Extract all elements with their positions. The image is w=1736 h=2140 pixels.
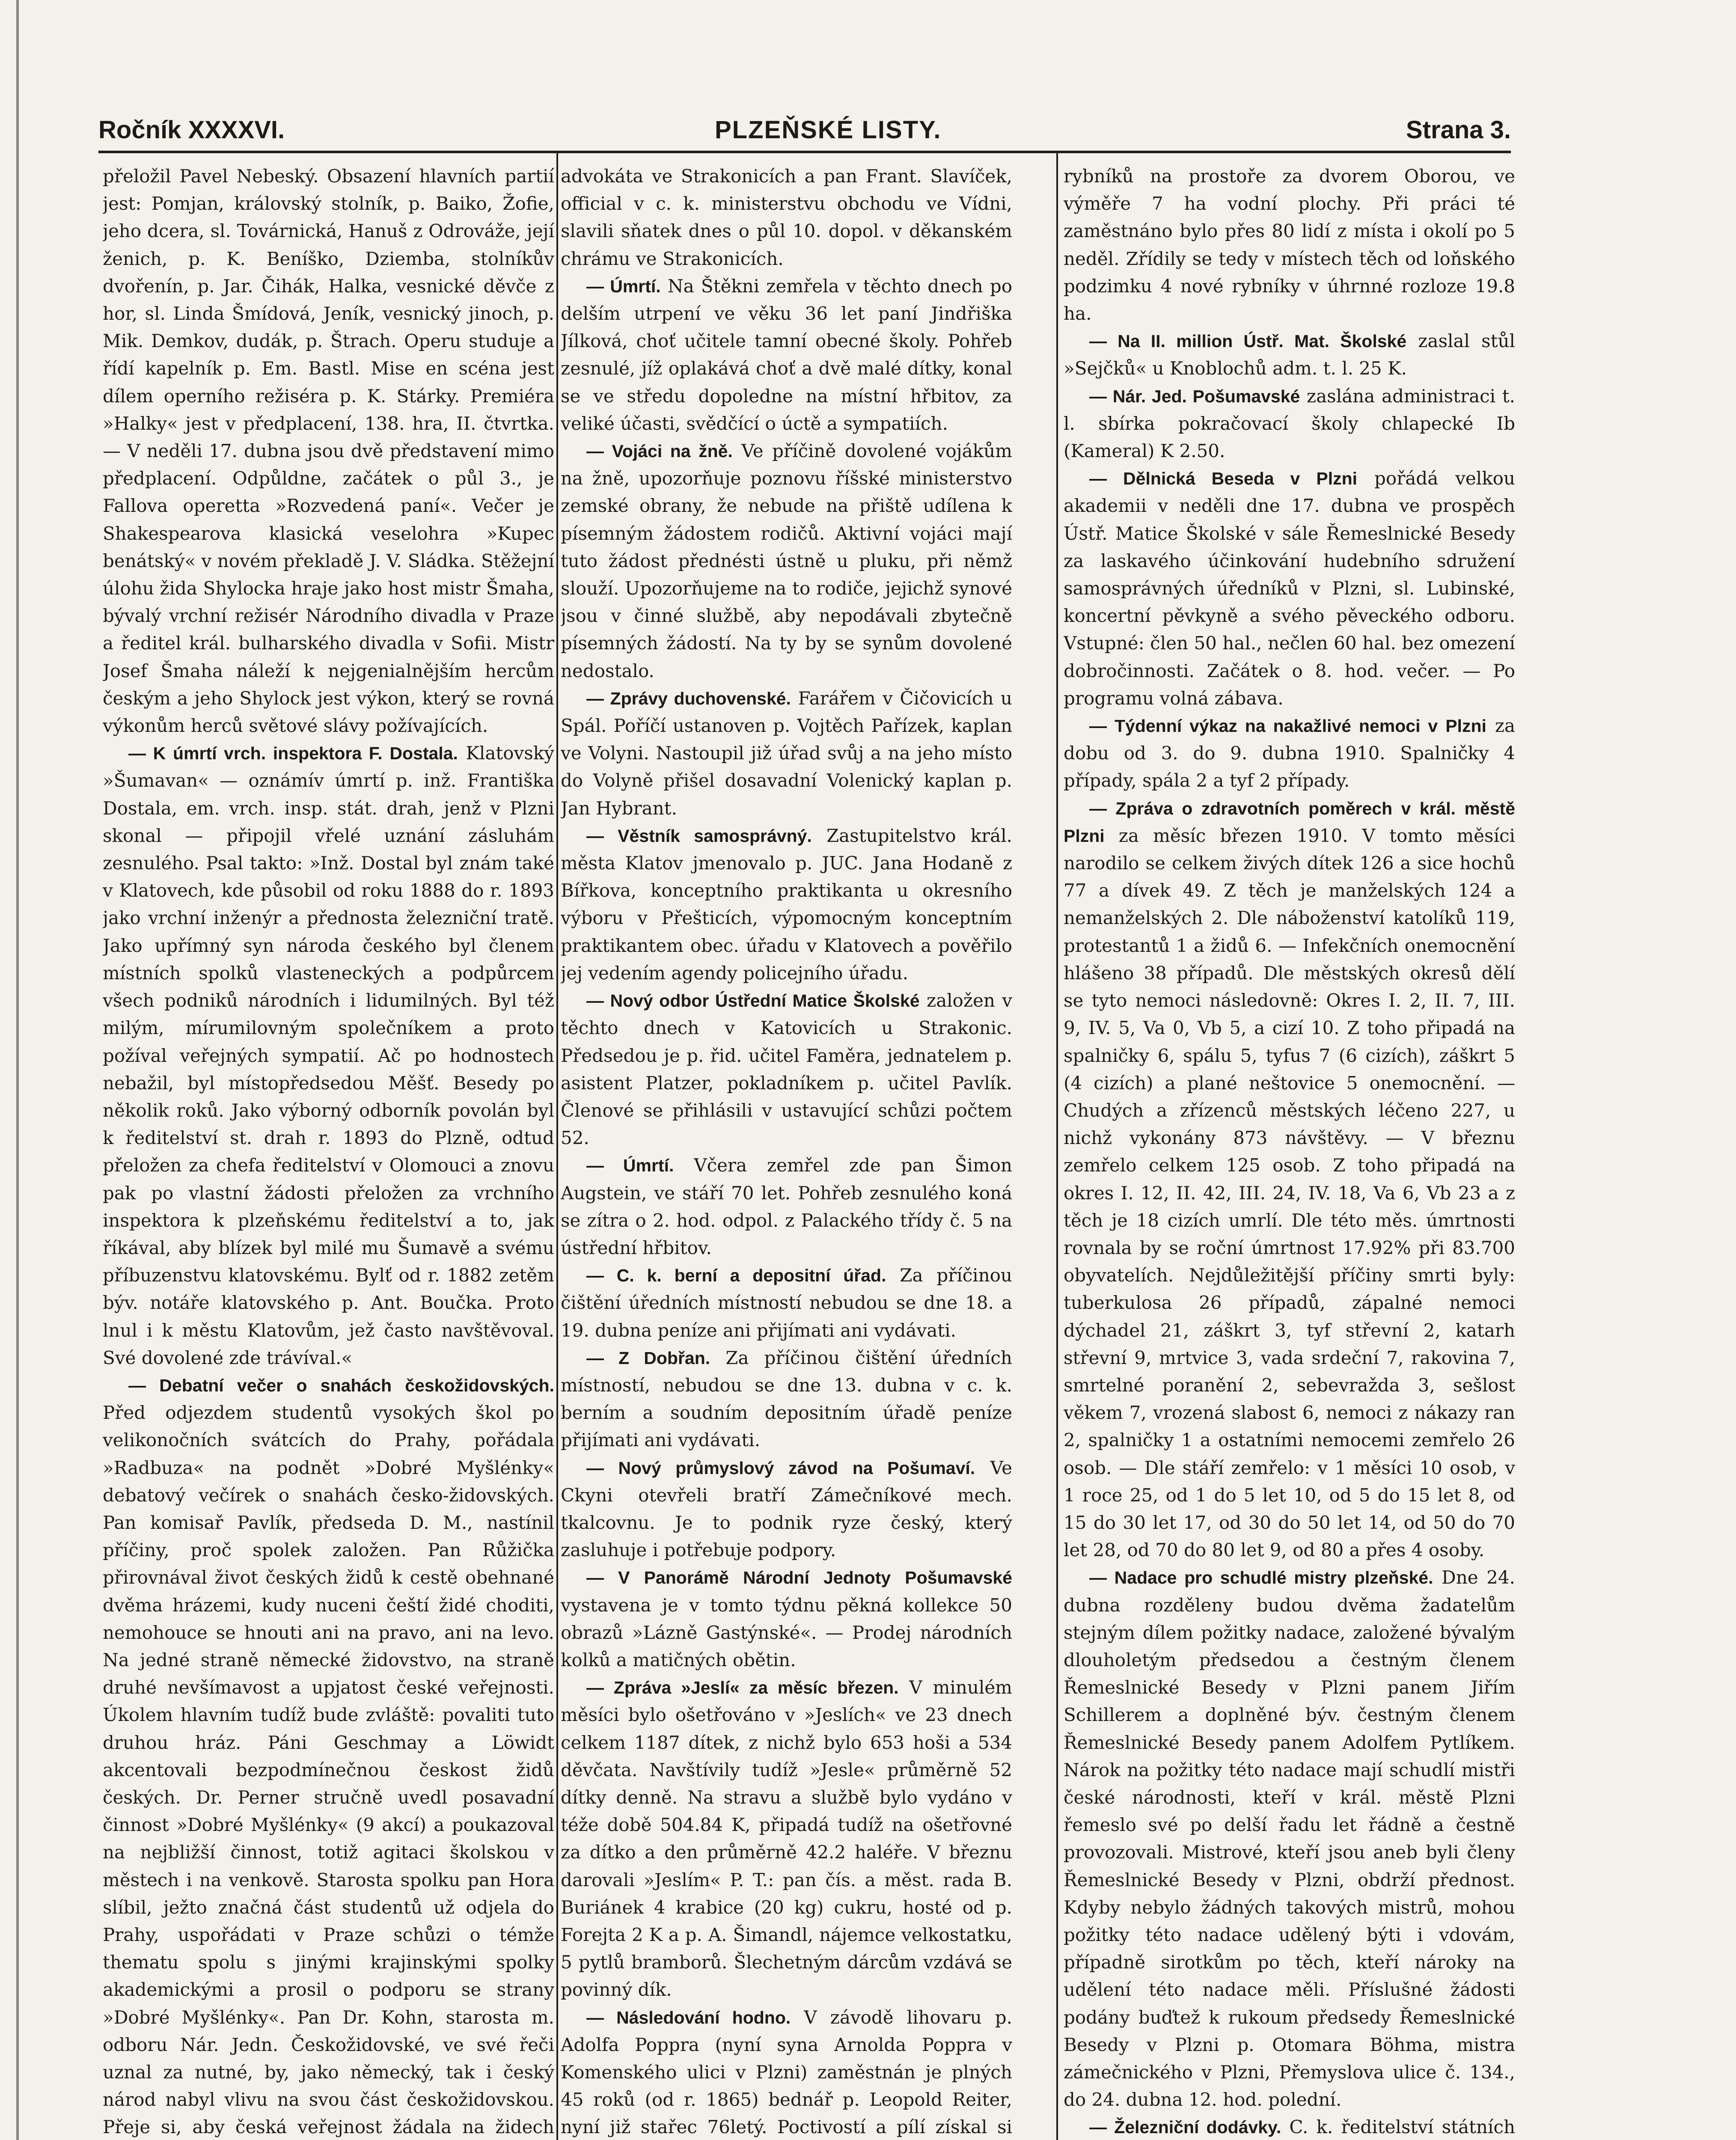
article-paragraph [1064,1564,1515,2113]
article-heading: — Z Dobřan. [586,1348,710,1368]
article-paragraph [1064,465,1515,712]
article-paragraph [561,163,1012,273]
text-column-2 [561,163,1012,2140]
article-heading: — Vojáci na žně. [586,441,733,461]
article-heading: — Týdenní výkaz na nakažlivé nemoci v Plzni [1089,716,1486,736]
article-paragraph [1064,163,1515,327]
article-paragraph [561,1262,1012,1344]
column-divider [556,152,558,2140]
article-heading: — V Panorámě Národní Jednoty Pošumavské [586,1568,1012,1588]
article-text: Ve Ckyni otevřeli bratří Zámečníkové mech. tkalcovnu. Je to podnik ryze český, který zasluhuje i potřebuje podpory. [561,1457,1012,1561]
binding-edge [16,0,19,2140]
article-heading: — Nár. Jed. Pošumavské [1089,386,1300,406]
article-heading: — Úmrtí. [586,1156,674,1176]
article-heading: — Na II. million Ústř. Mat. Školské [1089,331,1407,351]
article-text: za dobu od 3. do 9. dubna 1910. Spalničky 4 případy, spála 2 a tyf 2 případy. [1064,715,1515,791]
article-paragraph [561,1454,1012,1564]
article-text: V závodě lihovaru p. Adolfa Poppra (nyní syna Arnolda Poppra v Komenského ulici v Plzni) zaměstnán je plných 45 roků (od r. 1865) bednář p. Leopold Reiter, nyní již stařec 76letý. Poctivostí a pílí získal si [561,2006,1012,2138]
article-text: zaslána administraci t. l. sbírka pokračovací školy chlapecké Ib (Kameral) K 2.50. [1064,385,1515,462]
article-paragraph [103,163,554,740]
article-paragraph [561,822,1012,987]
article-paragraph [561,1564,1012,1674]
article-text: přeložil Pavel Nebeský. Obsazení hlavních partií jest: Pomjan, královský stolník, p. Baiko, Žofie, jeho dcera, sl. Továrnická, Hanuš z Odrováže, její ženich, p. K. Beníško, Dziemba, stolníkův dvořenín, p. Jar. Čihák, Halka, vesnické děvče z hor, sl. Linda Šmídová, Jeník, vesnický jinoch, p. Mik. Demkov, dudák, p. Štrach. Operu studuje a řídí kapelník p. Em. Bastl. Mise en scéna jest dílem operního režiséra p. K. Stárky. Premiéra »Halky« jest v předplacení, 138. hra, II. čtvrtka. — V neděli 17. dubna jsou dvě představení mimo předplacení. Odpůldne, začátek o půl 3., je Fallova operetta »Rozvedená paní«. Večer je Shakespearova klasická veselohra »Kupec benátský« v novém překladě J. V. Sládka. Stěžejní úlohu žida Shylocka hraje jako host mistr Šmaha, bývalý vrchní režisér Národního divadla v Praze a ředitel král. bulharského divadla v Sofii. Mistr Josef Šmaha náleží k nejgenialnějším hercům českým a jeho Shylock jest výkon, který se rovná výkonům herců světové slávy požívajících. [103,166,554,737]
article-text: Za příčinou čištění úředních místností, nebudou se dne 13. dubna v c. k. berním a soudním depositním úřadě peníze přijímati ani vydávati. [561,1347,1012,1451]
article-paragraph [561,685,1012,822]
article-heading: — K úmrtí vrch. inspektora F. Dostala. [128,743,458,764]
article-text: pořádá velkou akademii v neděli dne 17. dubna ve prospěch Ústř. Matice Školské v sále Řemeslnické Besedy za laskavého účinkování hudebního sdružení samosprávných úředníků v Plzni, sl. Lubinské, koncertní pěvkyně a svého pěveckého odboru. Vstupné: člen 50 hal., nečlen 60 hal. bez omezení dobročinnosti. Začátek o 8. hod. večer. — Po programu volná zábava. [1064,468,1515,709]
article-text: Na Štěkni zemřela v těchto dnech po delším utrpení ve věku 36 let paní Jindřiška Jílková, choť učitele tamní obecné školy. Pohřeb zesnulé, jíž oplakává choť a dvě malé dítky, konal se ve středu dopoledne na místní hřbitov, za veliké účasti, svědčící o úctě a sympatiích. [561,275,1012,434]
article-heading: — Věstník samosprávný. [586,826,812,846]
column-divider [1056,152,1058,2140]
article-paragraph [561,1344,1012,1454]
article-text: za měsíc březen 1910. V tomto měsíci narodilo se celkem živých dítek 126 a sice hochů 77 a dívek 49. Z těch je manželských 124 a nemanželských 2. Dle náboženství katolíků 119, protestantů 1 a židů 6. — Infekčních onemocnění hlášeno 38 případů. Dle městských okresů dělí se tyto nemoci následovně: Okres I. 2, II. 7, III. 9, IV. 5, Va 0, Vb 5, a cizí 10. Z toho připadá na spalničky 6, spálu 5, tyfus 7 (6 cizích), záškrt 5 (4 cizích) a plané neštovice 5 onemocnění. — Chudých a zřízenců městských léčeno 227, u nichž vykonány 873 návštěvy. — V březnu zemřelo celkem 125 osob. Z toho připadá na okres I. 12, II. 42, III. 24, IV. 18, Va 6, Vb 23 a z těch je 18 cizích umrlí. Dle této měs. úmrtnosti rovnala by se roční úmrtnost 17.92% při 83.700 obyvatelích. Nejdůležitější příčiny smrti byly: tuberkulosa 26 případů, zápalné nemoci dýchadel 21, záškrt 3, tyf střevní 2, katarh střevní 9, mrtvice 3, vada srdeční 7, rakovina 7, smrtelné poranění 2, sebevražda 3, sešlost věkem 7, vrozená slabost 6, nemoci z nákazy ran 2, spalničky 1 a ostatními nemocemi zemřelo 26 osob. — Dle stáří zemřelo: v 1 měsíci 10 osob, v 1 roce 25, od 1 do 5 let 10, od 5 do 15 let 8, od 15 do 30 let 17, od 30 do 50 let 14, od 50 do 70 let 28, od 70 do 80 let 9, od 80 a přes 4 osoby. [1064,825,1515,1561]
article-paragraph [1064,327,1515,382]
article-text: Dne 24. dubna rozděleny budou dvěma žadatelům stejným dílem požitky nadace, založené bývalým dlouholetým předsedou a čestným členem Řemeslnické Besedy v Plzni panem Jiřím Schillerem a doplněné býv. čestným členem Řemeslnické Besedy panem Adolfem Pytlíkem. Nárok na požitky této nadace mají schudlí mistři české národnosti, kteří v král. městě Plzni řemeslo své po delší řadu let řádně a čestně provozovali. Mistrové, kteří jsou aneb byli členy Řemeslnické Besedy v Plzni, obdrží přednost. Kdyby nebylo žádných takových mistrů, mohou požitky této nadace udělený býti i vdovám, případně sirotkům po těch, kteří nároky na udělení této nadace měli. Příslušné žádosti podány buďtež k rukoum předsedy Řemeslnické Besedy v Plzni p. Otomara Böhma, mistra zámečnického v Plzni, Přemyslova ulice č. 134., do 24. dubna 12. hod. polední. [1064,1567,1515,2110]
article-heading: — Nový průmyslový závod na Pošumaví. [586,1458,975,1478]
paper-title: PLZEŇSKÉ LISTY. [715,116,942,144]
article-text: advokáta ve Strakonicích a pan Frant. Slavíček, official v c. k. ministerstvu obchodu ve Vídni, slavili sňatek dnes o půl 10. dopol. v děkanském chrámu ve Strakonicích. [561,166,1012,269]
article-paragraph [103,740,554,1372]
article-paragraph [1064,383,1515,465]
article-text: vystavena je v tomto týdnu pěkná kollekce 50 obrazů »Lázně Gastýnské«. — Prodej národních kolků a matičných obětin. [561,1594,1012,1670]
text-column-3 [1064,163,1515,2140]
article-heading: — Nadace pro schudlé mistry plzeňské. [1089,1568,1433,1588]
text-column-1 [103,163,554,2140]
article-heading: — Železniční dodávky. [1089,2117,1281,2137]
article-text: rybníků na prostoře za dvorem Oborou, ve výměře 7 ha vodní plochy. Při práci té zaměstnáno bylo přes 80 lidí z místa i okolí po 5 neděl. Zřídily se tedy v místech těch od loňského podzimku 4 nové rybníky v úhrnné rozloze 19.8 ha. [1064,166,1515,324]
article-paragraph [561,437,1012,685]
article-heading: — Následování hodno. [586,2007,791,2027]
article-heading: — Dělnická Beseda v Plzni [1089,469,1358,489]
page-number: Strana 3. [1406,116,1511,144]
article-heading: — Úmrtí. [586,276,661,296]
article-text: C. k. ředitelství státních [1289,2116,1515,2138]
article-text: V minulém měsíci bylo ošetřováno v »Jeslích« ve 23 dnech celkem 1187 dítek, z nichž bylo 653 hoši a 534 děvčata. Navštívily tudíž »Jesle« průměrně 52 dítky denně. Na stravu a službě bylo vydáno v téže době 504.84 K, připadá tudíž na ošetřovné za dítko a den průměrně 42.2 haléře. V březnu darovali »Jeslím« P. T.: pan čís. a měst. rada B. Buriánek 4 krabice (20 kg) cukru, hosté od p. Forejta 2 K a p. A. Šimandl, nájemce velkostatku, 5 pytlů bramborů. Šlechetným dárcům vzdává se povinný dík. [561,1677,1012,2000]
article-text: Před odjezdem studentů vysokých škol po velikonočních svátcích do Prahy, pořádala »Radbuza« na podnět »Dobré Myšlénky« debatový večírek o snahách česko-židovských. Pan komisař Pavlík, předseda D. M., nastínil příčiny, proč spolek založen. Pan Růžička přirovnával život českých židů k cestě obehnané dvěma hrázemi, kudy nuceni čeští židé choditi, nemohouce se hnouti ani na pravo, ani na levo. Na jedné straně německé židovstvo, na straně druhé nevšímavost a upjatost české veřejnosti. Úkolem hlavním tudíž bude zvláště: povaliti tuto druhou hráz. Páni Geschmay a Löwidt akcentovali bezpodmínečnou českost židů českých. Dr. Perner stručně uvedl posavadní činnost »Dobré Myšlénky« (9 akcí) a poukazoval na nejbližší činnost, totiž agitaci školskou v městech i na venkově. Starosta spolku pan Hora slíbil, ježto značná část studentů už odjela do Prahy, uspořádati v Praze schůzi o témže thematu spolu s jinými krajinskými spolky akademickými a prosil o podporu se strany »Dobré Myšlénky«. Pan Dr. Kohn, starosta m. odboru Nár. Jedn. Českožidovské, ve své řeči uznal za nutné, by, jako německý, tak i český národ nabyl vlivu na svou část českožidovskou. Přeje si, aby česká veřejnost žádala na židech [103,1402,554,2138]
article-paragraph [561,2004,1012,2140]
article-heading: — C. k. berní a depositní úřad. [586,1266,886,1286]
page-header [98,116,1511,150]
article-paragraph [561,1152,1012,1262]
article-paragraph [1064,795,1515,1564]
article-heading: — Zpráva »Jeslí« za měsíc březen. [586,1678,899,1698]
article-text: Ve příčině dovolené vojákům na žně, upozorňuje poznovu říšské ministerstvo zemské obrany, že nebude na přiště udílena k písemným žádostem rodičů. Aktivní vojáci mají tuto žádost přednésti ústně u pluku, při němž slouží. Upozorňujeme na to rodiče, jejichž synové jsou v činné službě, aby nepodávali zbytečně písemných žádostí. Na ty by se synům dovolené nedostalo. [561,440,1012,681]
article-paragraph [561,1674,1012,2003]
article-heading: — Debatní večer o snahách českožidovských. [128,1375,554,1395]
article-text: Klatovský »Šumavan« — oznámív úmrtí p. inž. Františka Dostala, em. vrch. insp. stát. drah, jenž v Plzni skonal — připojil vřelé uznání zásluhám zesnulého. Psal takto: »Inž. Dostal byl znám také v Klatovech, kde působil od roku 1888 do r. 1893 jako vrchní inženýr a přednosta železniční tratě. Jako upřímný syn národa českého byl členem místních spolků vlasteneckých a podpůrcem všech podniků národních i lidumilných. Byl též milým, mírumilovným společníkem a proto požíval veřejných sympatií. Ač po hodnostech nebažil, byl místopředsedou Měšť. Besedy po několik roků. Jako výborný odborník povolán byl k ředitelství st. drah r. 1893 do Plzně, odtud přeložen za chefa ředitelství v Olomouci a znovu pak po vlastní žádosti přeložen za vrchního inspektora k plzeňskému ředitelství a to, jak říkával, aby blízek byl milé mu Šumavě a svému příbuzenstvu klatovskému. Bylť od r. 1882 zetěm býv. notáře klatovského p. Ant. Boučka. Proto lnul i k městu Klatovům, jež často navštěvoval. Své dovolené zde trávíval.« [103,743,554,1368]
article-paragraph [561,273,1012,437]
article-heading: — Zpráva o zdravotních poměrech v král. městě Plzni [1064,798,1515,846]
article-text: Včera zemřel zde pan Šimon Augstein, ve stáří 70 let. Pohřeb zesnulého koná se zítra o 2. hod. odpol. z Palackého třídy č. 5 na ústřední hřbitov. [561,1155,1012,1258]
article-text: Zastupitelstvo král. města Klatov jmenovalo p. JUC. Jana Hodaně z Bířkova, konceptního praktikanta u okresního výboru v Přešticích, výpomocným konceptním praktikantem obec. úřadu v Klatovech a pověřilo jej vedením agendy policejního úřadu. [561,825,1012,984]
article-heading: — Nový odbor Ústřední Matice Školské [586,991,920,1011]
article-text: Farářem v Čičovicích u Spál. Poříčí ustanoven p. Vojtěch Pařízek, kaplan ve Volyni. Nastoupil již úřad svůj a na jeho místo do Volyně přišel dosavadní Volenický kaplan p. Jan Hybrant. [561,687,1012,819]
article-text: Za příčinou čištění úředních místností nebudou se dne 18. a 19. dubna peníze ani přijímati ani vydávati. [561,1265,1012,1341]
article-text: založen v těchto dnech v Katovicích u Strakonic. Předsedou je p. řid. učitel Faměra, jednatelem p. asistent Platzer, pokladníkem p. učitel Pavlík. Členové se přihlásili v ustavující schůzi počtem 52. [561,990,1012,1149]
article-paragraph [561,987,1012,1152]
header-rule [98,151,1511,153]
article-text: zaslal stůl »Sejčků« u Knoblochů adm. t. l. 25 K. [1064,330,1515,379]
article-paragraph [103,1372,554,2140]
volume-label: Ročník XXXXVI. [98,116,285,144]
article-paragraph [1064,712,1515,795]
article-heading: — Zprávy duchovenské. [586,688,791,708]
article-paragraph [1064,2113,1515,2140]
